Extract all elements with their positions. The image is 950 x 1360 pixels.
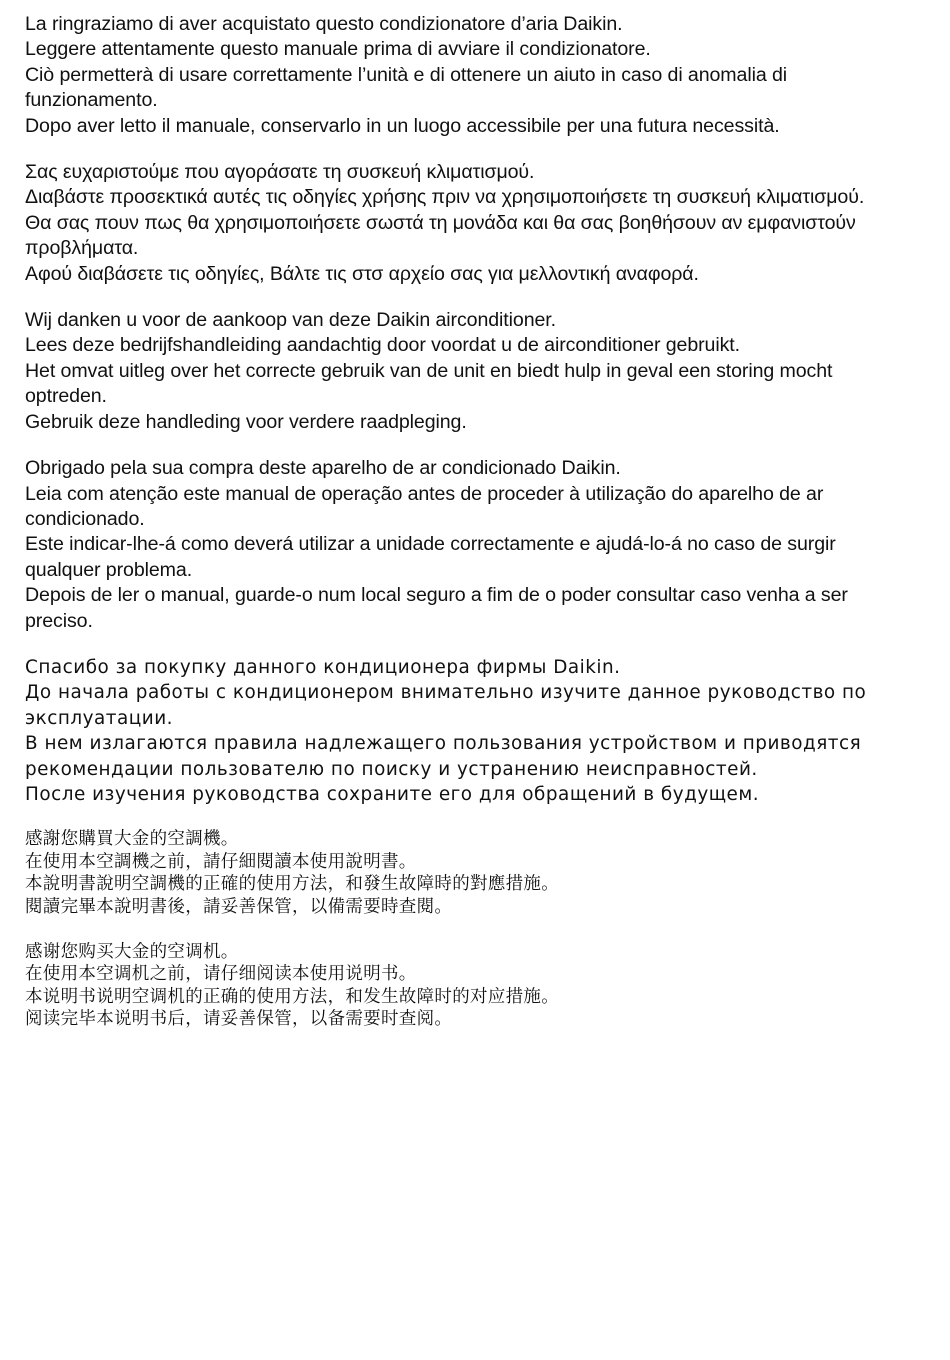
intro-section-russian <box>25 655 905 807</box>
intro-line: 閱讀完畢本說明書後，請妥善保管，以備需要時查閱。 <box>25 896 453 917</box>
intro-line: 在使用本空调机之前，请仔细阅读本使用说明书。 <box>25 964 417 985</box>
intro-line: Obrigado pela sua compra deste aparelho de ar condicionado Daikin. <box>25 457 621 480</box>
intro-line: До начала работы с кондиционером внимательно изучите данное руководство по эксплуатации. <box>25 682 867 729</box>
intro-line: Leggere attentamente questo manuale prima di avviare il condizionatore. <box>25 38 651 61</box>
intro-line: 本說明書說明空調機的正確的使用方法，和發生故障時的對應措施。 <box>25 874 559 895</box>
intro-section-greek <box>25 160 905 287</box>
intro-line: Este indicar-lhe-á como deverá utilizar a unidade correctamente e ajudá-lo-á no caso de surgir qualquer problema. <box>25 533 836 581</box>
intro-line: 本说明书说明空调机的正确的使用方法，和发生故障时的对应措施。 <box>25 986 559 1007</box>
intro-section-italian <box>25 12 905 139</box>
intro-line: Het omvat uitleg over het correcte gebruik van de unit en biedt hulp in geval een storing mocht optreden. <box>25 359 833 408</box>
intro-line: Depois de ler o manual, guarde-o num local seguro a fim de o poder consultar caso venha a ser preciso. <box>25 584 848 632</box>
intro-section-portuguese <box>25 456 905 634</box>
intro-line: Ciò permetterà di usare correttamente l’unità e di ottenere un aiuto in caso di anomalia di funzionamento. <box>25 63 788 112</box>
intro-line: Wij danken u voor de aankoop van deze Daikin airconditioner. <box>25 309 556 332</box>
intro-line: Διαβάστε προσεκτικά αυτές τις οδηγίες χρήσης πριν να χρησιμοποιήσετε τη συσκευή κλιματισμού. <box>25 186 865 209</box>
intro-line: Σας ευχαριστούμε που αγοράσατε τη συσκευή κλιματισμού. <box>25 161 535 184</box>
intro-line: Спасибо за покупку данного кондиционера фирмы Daikin. <box>25 656 621 678</box>
intro-section-traditional-chinese <box>25 828 905 918</box>
intro-line: Αφού διαβάσετε τις οδηγίες, Βάλτε τις στσ αρχείο σας για μελλοντική αναφορά. <box>25 262 699 285</box>
intro-line: 在使用本空調機之前，請仔細閱讀本使用說明書。 <box>25 851 417 872</box>
intro-line: Dopo aver letto il manuale, conservarlo in un luogo accessibile per una futura necessità. <box>25 114 780 137</box>
intro-section-simplified-chinese <box>25 941 905 1031</box>
intro-line: La ringraziamo di aver acquistato questo condizionatore d’aria Daikin. <box>25 13 623 35</box>
intro-line: Lees deze bedrijfshandleiding aandachtig door voordat u de airconditioner gebruikt. <box>25 334 740 357</box>
intro-line: После изучения руководства сохраните его для обращений в будущем. <box>25 783 760 805</box>
intro-line: 感謝您購買大金的空調機。 <box>25 829 239 850</box>
intro-line: Gebruik deze handleding voor verdere raadpleging. <box>25 410 467 433</box>
intro-section-dutch <box>25 308 905 435</box>
intro-line: Leia com atenção este manual de operação antes de proceder à utilização do aparelho de ar condicionado. <box>25 482 824 530</box>
intro-line: В нем излагаются правила надлежащего пользования устройством и приводятся рекомендации пользователю по поиску и устранению неисправностей. <box>25 733 862 780</box>
manual-intro-page <box>25 12 905 1054</box>
intro-line: Θα σας πουν πως θα χρησιμοποιήσετε σωστά τη μονάδα και θα σας βοηθήσουν αν εμφανιστούν προβλήματα. <box>25 211 856 260</box>
intro-line: 感谢您购买大金的空调机。 <box>25 942 239 962</box>
intro-line: 阅读完毕本说明书后，请妥善保管，以备需要时查阅。 <box>25 1009 453 1030</box>
